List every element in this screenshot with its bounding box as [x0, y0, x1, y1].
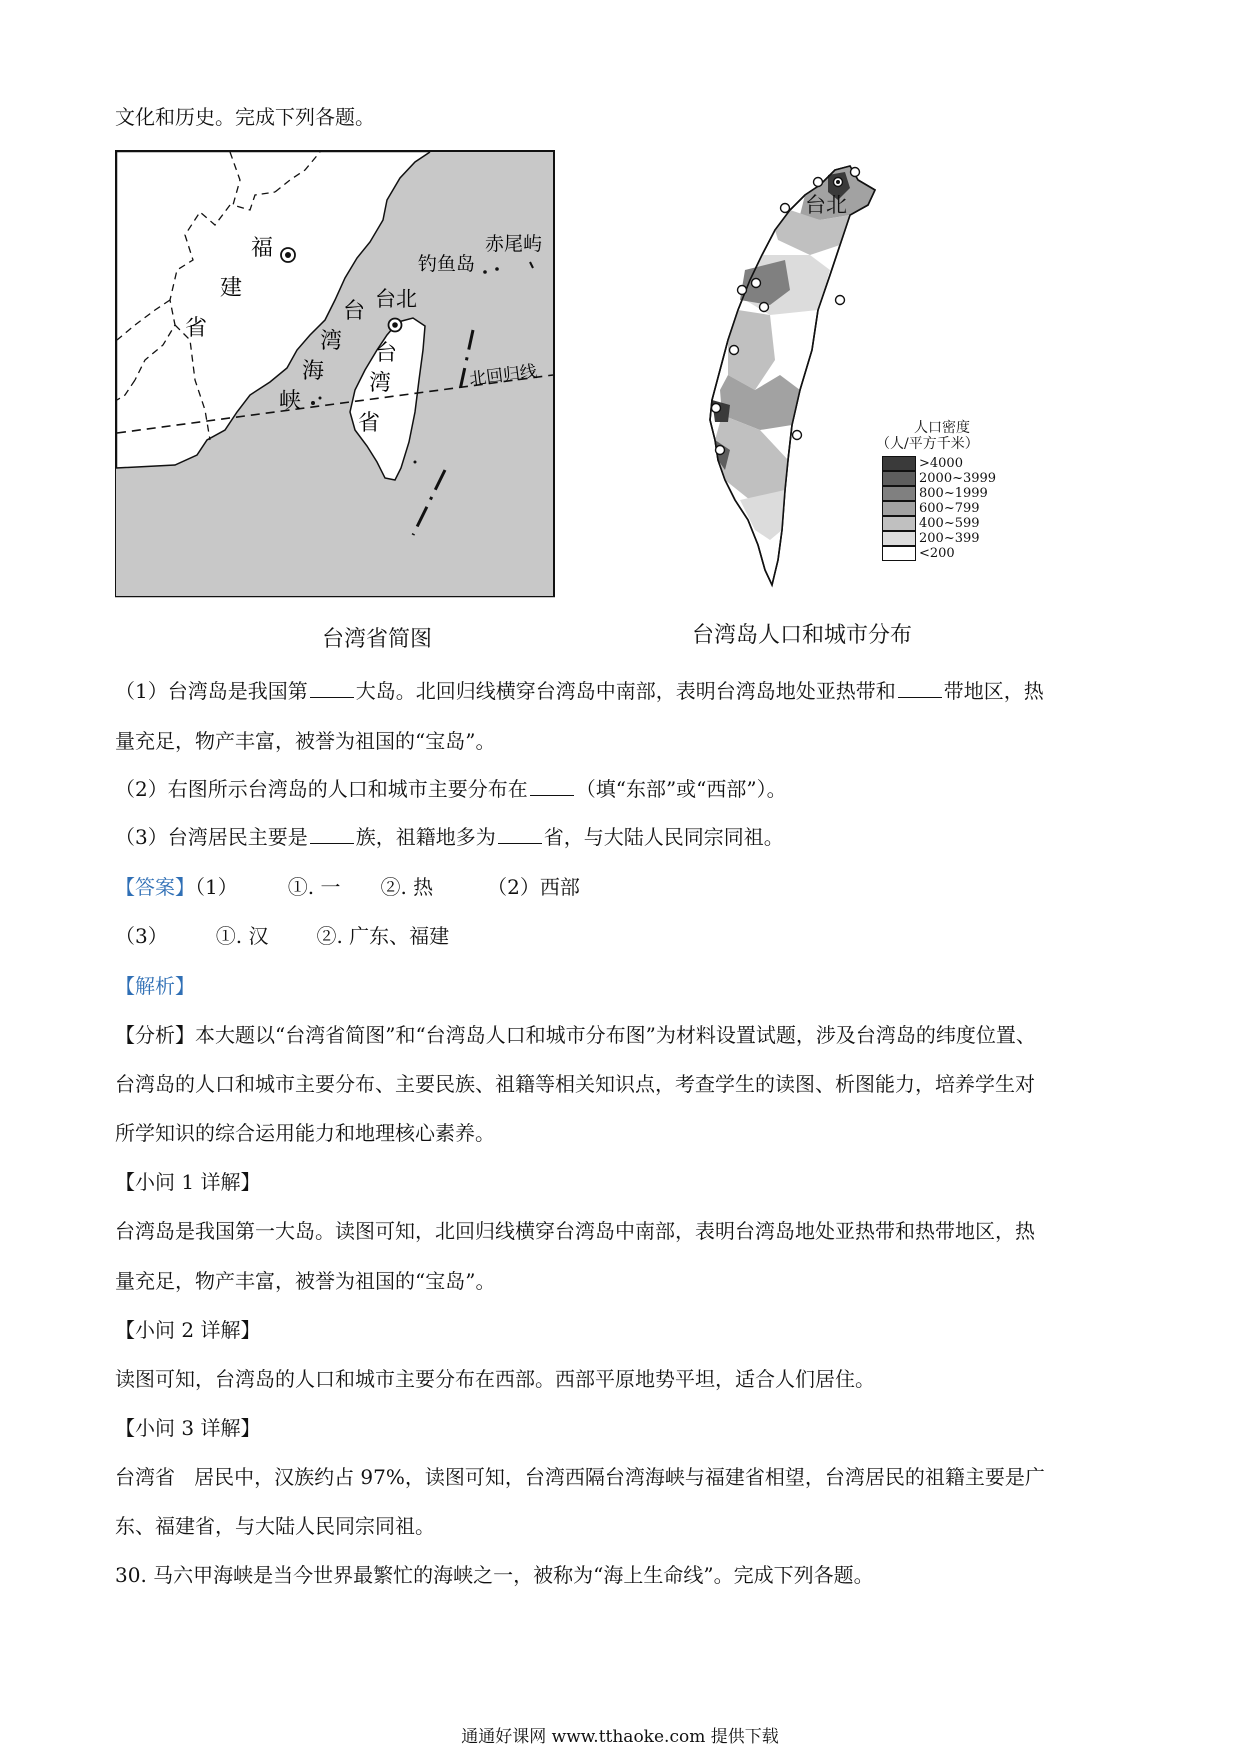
legend-label: >4000 [919, 456, 963, 471]
strait-label-3: 海 [302, 359, 325, 384]
answer-1-b: ②. 热 [380, 875, 434, 899]
q1-blank-1[interactable] [310, 677, 354, 698]
question-1-line-1 [115, 677, 1044, 705]
legend-label: 400~599 [919, 516, 980, 531]
answer-row-2 [115, 922, 449, 950]
legend-swatch [882, 531, 916, 546]
q1-blank-2[interactable] [898, 677, 942, 698]
legend-row [882, 516, 1002, 531]
q3-text-b: 族，祖籍地多为 [355, 825, 496, 849]
analysis-tag: 【解析】 [115, 974, 195, 998]
legend-row [882, 456, 1002, 471]
legend-swatch [882, 516, 916, 531]
question-1-line-2: 量充足，物产丰富，被誉为祖国的“宝岛”。 [115, 729, 496, 753]
province-label-1: 台 [375, 341, 398, 366]
analysis-line-2: 台湾岛的人口和城市主要分布、主要民族、祖籍等相关知识点，考查学生的读图、析图能力，培养学生对 [115, 1072, 1035, 1096]
detail-heading-1: 【小问 1 详解】 [115, 1170, 261, 1194]
analysis-line-5: 台湾岛是我国第一大岛。读图可知，北回归线横穿台湾岛中南部，表明台湾岛地处亚热带和热带地区，热 [115, 1219, 1035, 1243]
legend-row [882, 501, 1002, 516]
analysis-line-10: 台湾省 居民中，汉族约占 97%，读图可知，台湾西隔台湾海峡与福建省相望，台湾居民的祖籍主要是广 [115, 1465, 1045, 1489]
taipei-city-icon [389, 319, 402, 332]
strait-label-2: 湾 [320, 329, 343, 354]
legend-row [882, 531, 1002, 546]
q2-text-a: （2）右图所示台湾岛的人口和城市主要分布在 [115, 777, 528, 801]
diaoyu-label: 钓鱼岛 [418, 253, 476, 275]
answer-row-1 [115, 873, 580, 901]
density-legend [876, 420, 1002, 561]
legend-label: 200~399 [919, 531, 980, 546]
answer-tag: 【答案】 [115, 875, 195, 899]
analysis-line-8: 读图可知，台湾岛的人口和城市主要分布在西部。西部平原地势平坦，适合人们居住。 [115, 1367, 875, 1391]
fujian-label-3: 省 [185, 316, 208, 341]
intro-text: 文化和历史。完成下列各题。 [115, 105, 375, 129]
province-label-3: 省 [358, 411, 381, 436]
legend-label: <200 [919, 546, 955, 561]
legend-swatch [882, 456, 916, 471]
q3-blank-1[interactable] [310, 823, 354, 844]
density-map-taipei-label: 台北 [805, 193, 847, 217]
detail-heading-3: 【小问 3 详解】 [115, 1416, 261, 1440]
strait-label-4: 峡 [279, 389, 302, 414]
legend-label: 2000~3999 [919, 471, 997, 486]
chiwei-label: 赤尾屿 [485, 233, 543, 255]
fuzhou-city-icon [281, 248, 295, 262]
legend-row [882, 546, 1002, 561]
q2-blank[interactable] [530, 775, 574, 796]
province-label-2: 湾 [369, 371, 392, 396]
fujian-label-2: 建 [220, 276, 243, 301]
legend-label: 800~1999 [919, 486, 988, 501]
answer-1-num: （1） [195, 875, 238, 899]
legend-unit: （人/平方千米） [876, 436, 979, 452]
analysis-line-6: 量充足，物产丰富，被誉为祖国的“宝岛”。 [115, 1269, 496, 1293]
legend-label: 600~799 [919, 501, 980, 516]
legend-row [882, 471, 1002, 486]
q3-text-a: （3）台湾居民主要是 [115, 825, 308, 849]
detail-heading-2: 【小问 2 详解】 [115, 1318, 261, 1342]
analysis-line-11: 东、福建省，与大陆人民同宗同祖。 [115, 1514, 435, 1538]
answer-3-a: ①. 汉 [215, 924, 269, 948]
question-30: 30. 马六甲海峡是当今世界最繁忙的海峡之一，被称为“海上生命线”。完成下列各题。 [115, 1563, 874, 1587]
legend-swatch [882, 471, 916, 486]
answer-3-num: （3） [115, 924, 168, 948]
answer-3-b: ②. 广东、福建 [316, 924, 450, 948]
legend-title: 人口密度 [914, 420, 970, 436]
analysis-line-3: 所学知识的综合运用能力和地理核心素养。 [115, 1121, 495, 1145]
strait-label-1: 台 [343, 299, 366, 324]
tropic-label: 北回归线 [468, 361, 539, 390]
footer-text: 通通好课网 www.tthaoke.com 提供下载 [461, 1727, 779, 1747]
legend-row [882, 486, 1002, 501]
analysis-line-1: 【分析】本大题以“台湾省简图”和“台湾岛人口和城市分布图”为材料设置试题，涉及台湾岛的纬度位置、 [115, 1023, 1036, 1047]
taiwan-sketch-map [115, 150, 555, 600]
q1-text-a: （1）台湾岛是我国第 [115, 679, 308, 703]
q2-text-b: （填“东部”或“西部”）。 [575, 777, 787, 801]
answer-2: （2）西部 [487, 875, 580, 899]
q3-text-c: 省，与大陆人民同宗同祖。 [543, 825, 784, 849]
q1-text-c: 带地区，热 [943, 679, 1044, 703]
legend-swatch [882, 486, 916, 501]
question-3 [115, 823, 784, 851]
map2-caption: 台湾岛人口和城市分布 [692, 623, 913, 648]
q1-text-b: 大岛。北回归线横穿台湾岛中南部，表明台湾岛地处亚热带和 [355, 679, 896, 703]
fujian-label-1: 福 [251, 236, 274, 261]
legend-swatch [882, 546, 916, 561]
taipei-label: 台北 [375, 287, 417, 311]
question-2 [115, 775, 787, 803]
answer-1-a: ①. 一 [287, 875, 341, 899]
legend-swatch [882, 501, 916, 516]
q3-blank-2[interactable] [498, 823, 542, 844]
map1-caption: 台湾省简图 [322, 627, 433, 652]
